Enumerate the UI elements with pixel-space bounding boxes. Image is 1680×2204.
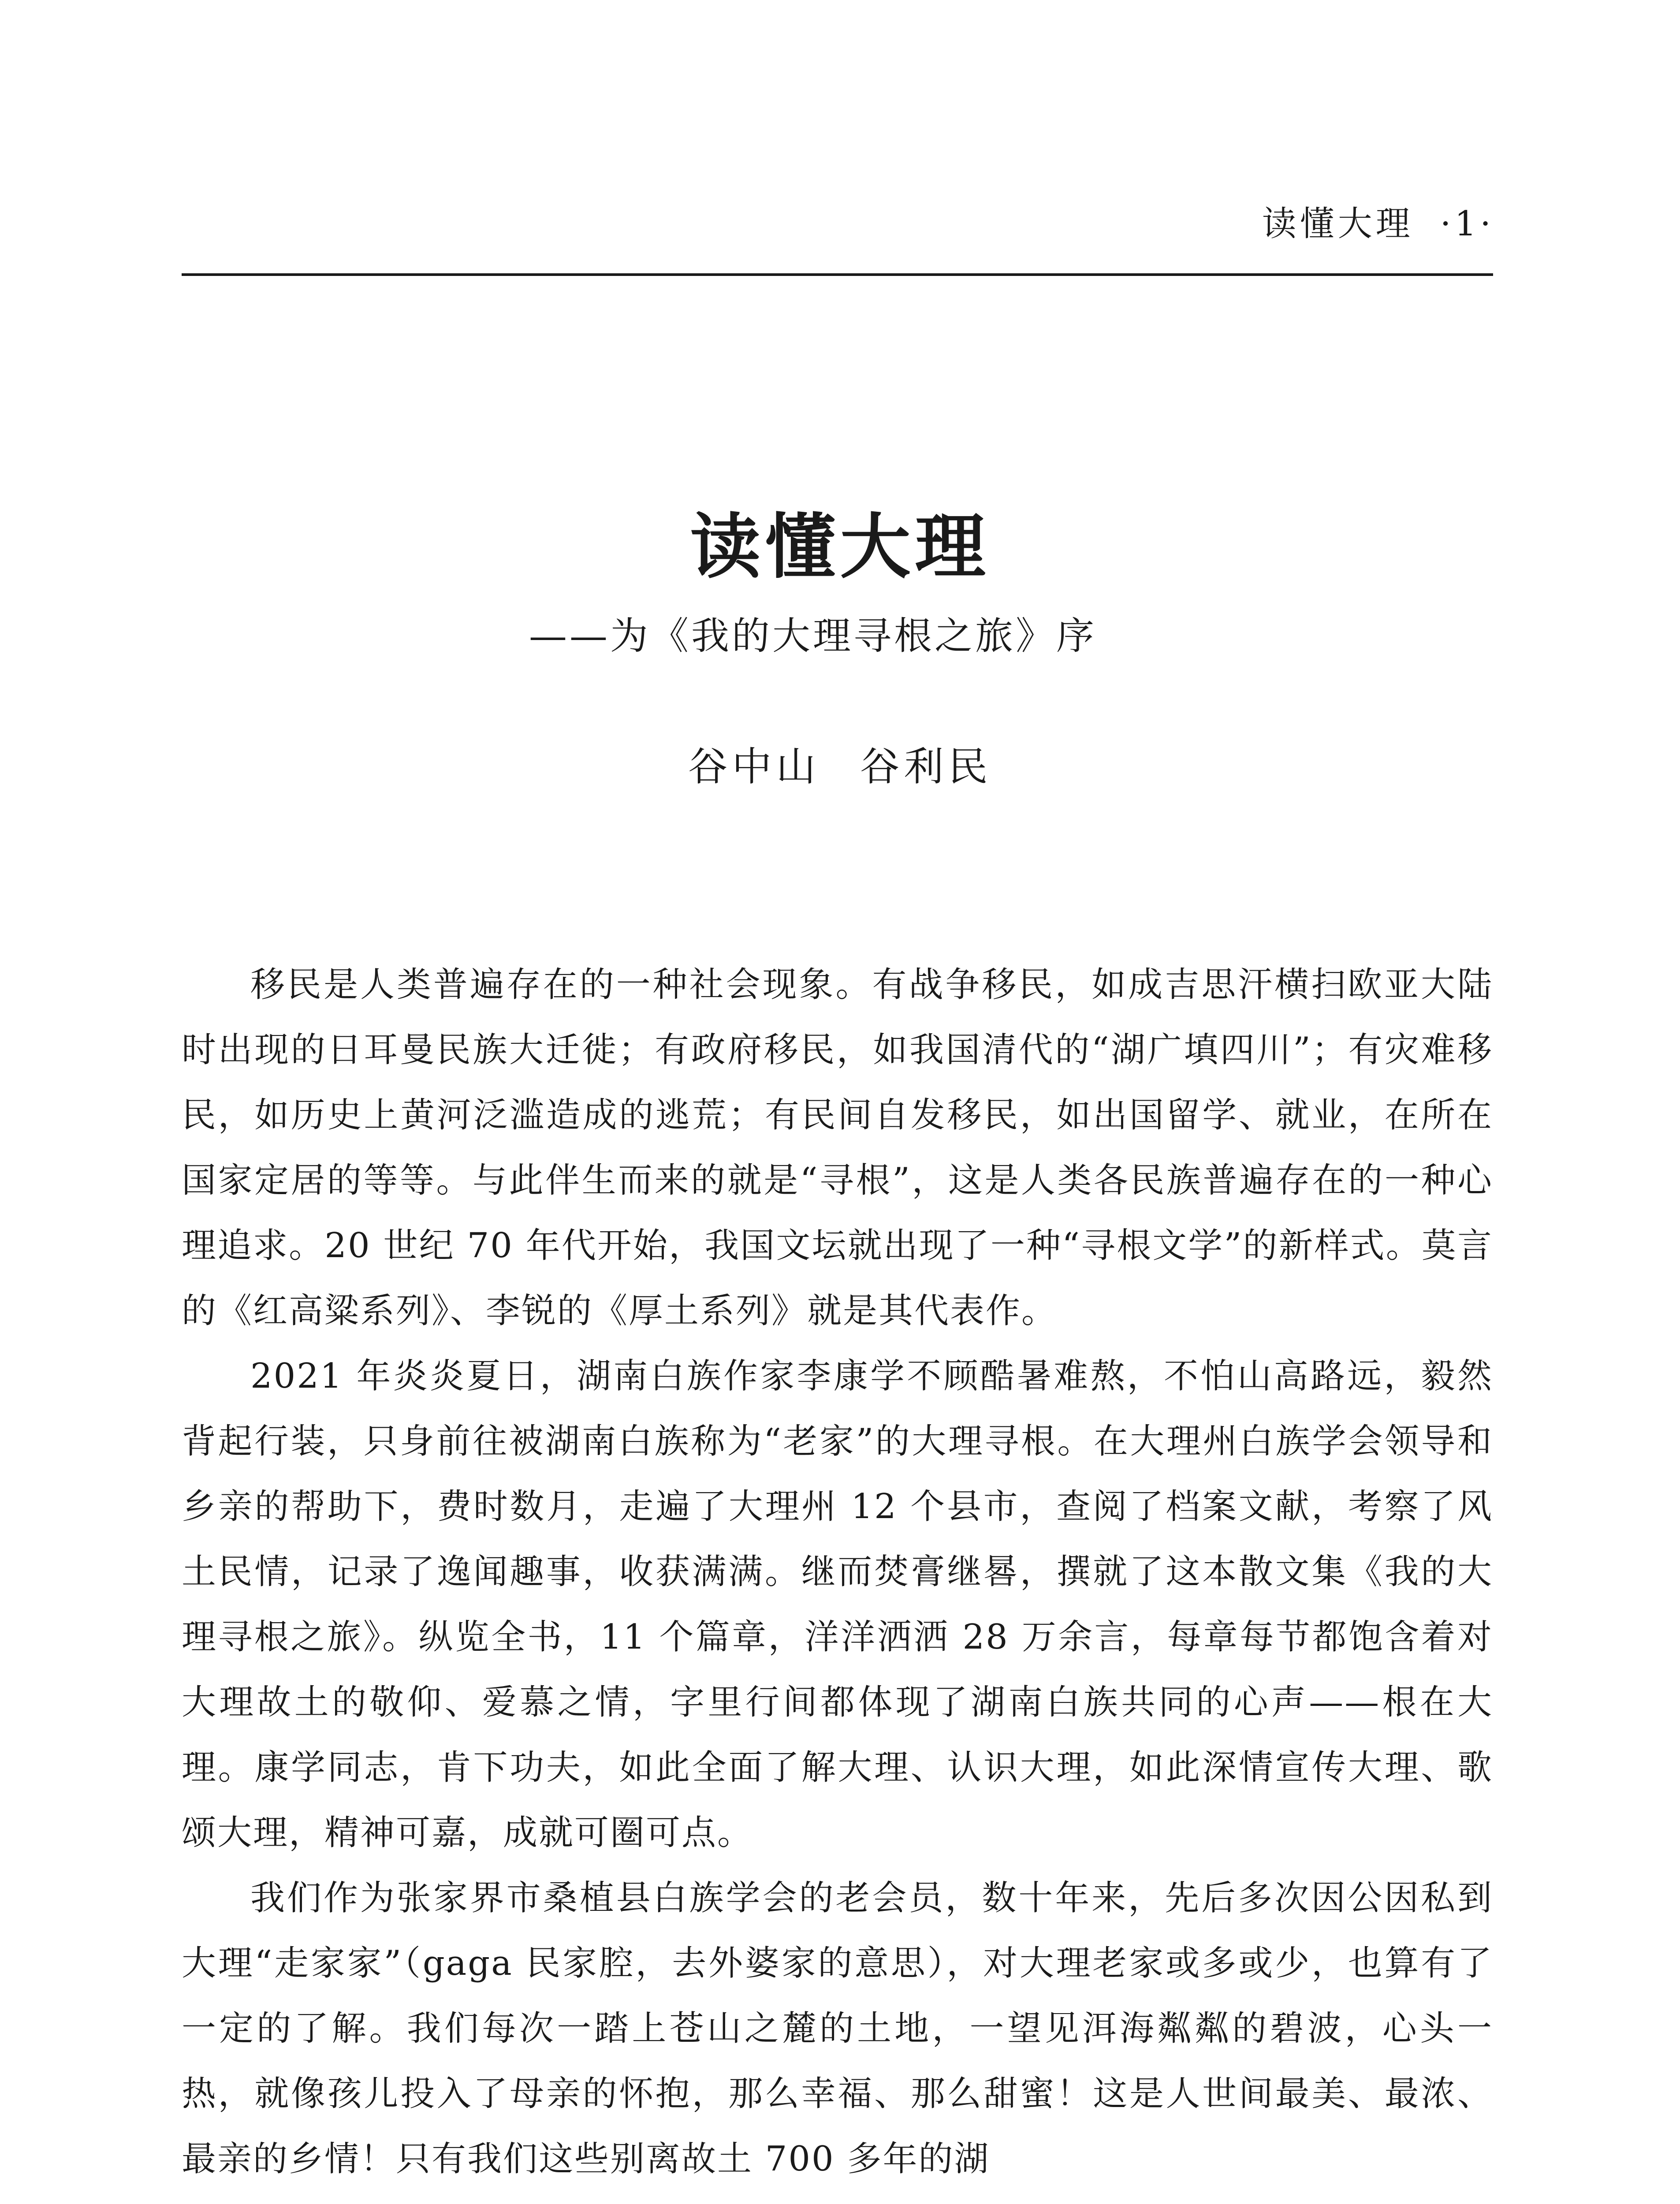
running-title: 读懂大理: [1262, 204, 1414, 244]
author-name: 谷中山: [688, 744, 820, 790]
running-head: [1014, 196, 1494, 246]
paragraph: 我们作为张家界市桑植县白族学会的老会员，数十年来，先后多次因公因私到大理“走家家”（gaga 民家腔，去外婆家的意思），对大理老家或多或少，也算有了一定的了解。我们每次一踏上苍山之麓的土地，一望见洱海粼粼的碧波，心头一热，就像孩儿投入了母亲的怀抱，那么幸福、那么甜蜜！这是人世间最美、最浓、最亲的乡情！只有我们这些别离故土 700 多年的湖: [182, 1878, 1493, 2179]
header-rule: [182, 273, 1493, 276]
article-title: 读懂大理: [690, 505, 990, 588]
page-number: ·1·: [1440, 204, 1494, 244]
author-name: 谷利民: [860, 744, 992, 790]
paragraph: 2021 年炎炎夏日，湖南白族作家李康学不顾酷暑难熬，不怕山高路远，毅然背起行装，只身前往被湖南白族称为“老家”的大理寻根。在大理州白族学会领导和乡亲的帮助下，费时数月，走遍了大理州 12 个县市，查阅了档案文献，考察了风土民情，记录了逸闻趣事，收获满满。继而焚膏继晷，撰就了这本散文集《我的大理寻根之旅》。纵览全书，11 个篇章，洋洋洒洒 28 万余言，每章每节都饱含着对大理故土的敬仰、爱慕之情，字里行间都体现了湖南白族共同的心声——根在大理。康学同志，肯下功夫，如此全面了解大理、认识大理，如此深情宣传大理、歌颂大理，精神可嘉，成就可圈可点。: [182, 1356, 1493, 1853]
paragraph: 移民是人类普遍存在的一种社会现象。有战争移民，如成吉思汗横扫欧亚大陆时出现的日耳曼民族大迁徙；有政府移民，如我国清代的“湖广填四川”；有灾难移民，如历史上黄河泛滥造成的逃荒；有民间自发移民，如出国留学、就业，在所在国家定居的等等。与此伴生而来的就是“寻根”，这是人类各民族普遍存在的一种心理追求。20 世纪 70 年代开始，我国文坛就出现了一种“寻根文学”的新样式。莫言的《红高粱系列》、李锐的《厚土系列》就是其代表作。: [182, 965, 1493, 1331]
body-text: [182, 952, 1493, 2192]
author-line: [0, 744, 1680, 790]
article-subtitle: ——为《我的大理寻根之旅》序: [529, 614, 1097, 658]
